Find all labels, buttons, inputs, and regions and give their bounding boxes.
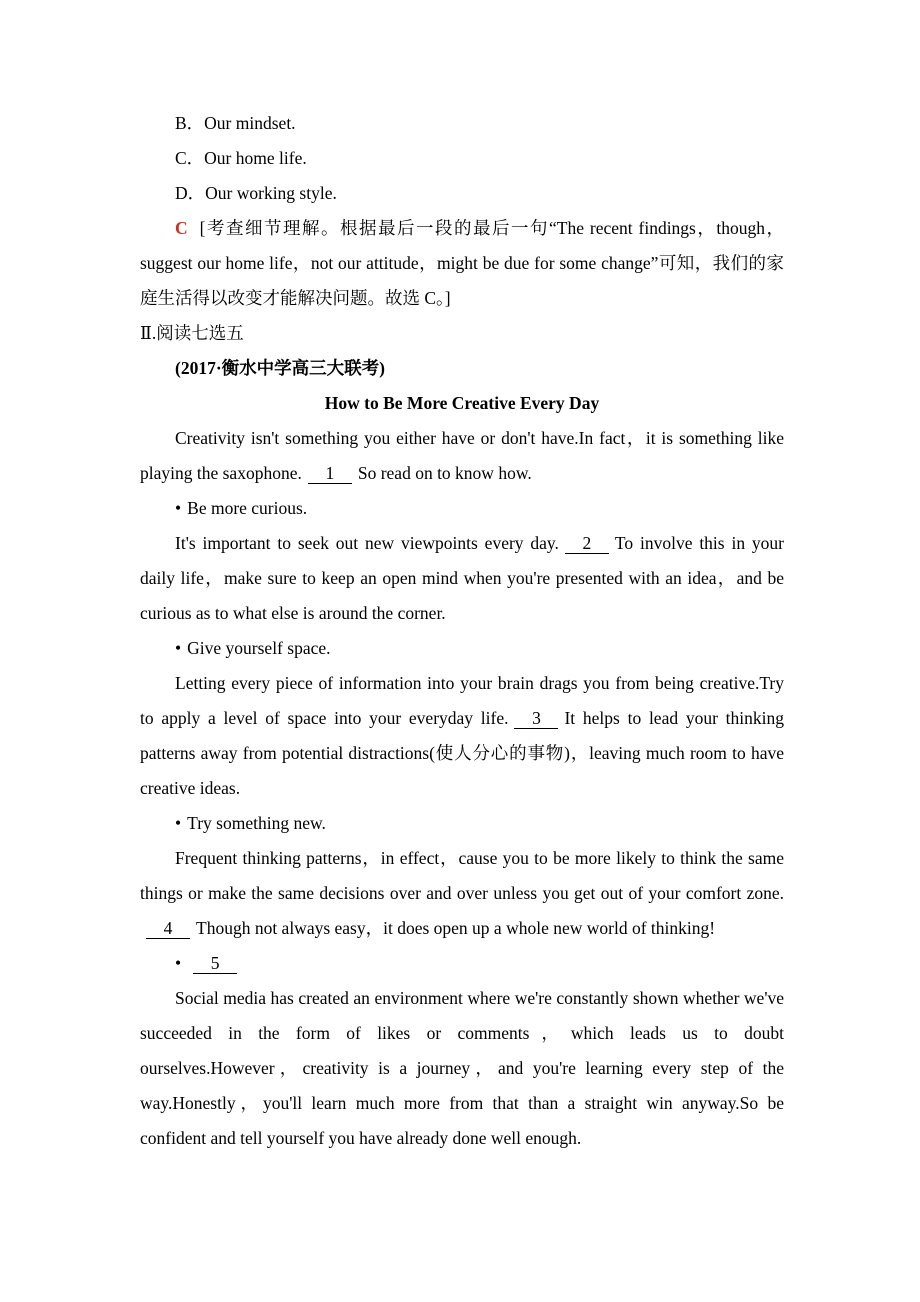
paragraph-text: It's important to seek out new viewpoints every day. bbox=[175, 533, 559, 553]
paragraph-text: So read on to know how. bbox=[357, 463, 532, 483]
paragraph-text: It helps to lead your thinking patterns away from potential distractions(使人分心的事物)，leaving much room to have creative ideas. bbox=[140, 708, 784, 798]
paragraph-text: Though not always easy，it does open up a whole new world of thinking! bbox=[196, 918, 716, 938]
paragraph-social-media: Social media has created an environment where we're constantly shown whether we've succeeded in the form of likes or comments，which leads us to doubt ourselves.However，creativity is a journey，and you're learning every step of the way.Honestly，you'll learn much more from that than a straight win anyway.So be confident and tell yourself you have already done well enough. bbox=[140, 988, 784, 1148]
paragraph-text: Letting every piece of information into your brain drags you from being creative.Try to apply a level of space into your everyday life. bbox=[140, 673, 784, 728]
paragraph-text: Creativity isn't something you either have or don't have.In fact，it is something like playing the saxophone. bbox=[140, 428, 784, 483]
blank-number: 1 bbox=[325, 463, 335, 483]
paragraph-curious bbox=[140, 526, 784, 631]
bullet-heading-space bbox=[140, 631, 784, 666]
paragraph-text: To involve this in your daily life，make sure to keep an open mind when you're presented with an idea，and be curious as to what else is around the corner. bbox=[140, 533, 784, 623]
bullet-icon: • bbox=[175, 813, 182, 833]
blank-number: 2 bbox=[582, 533, 592, 553]
blank-5 bbox=[193, 950, 237, 974]
bullet-heading-new bbox=[140, 806, 784, 841]
section-heading: Ⅱ.阅读七选五 bbox=[140, 323, 244, 343]
bullet-icon: • bbox=[175, 498, 182, 518]
exam-source: (2017·衡水中学高三大联考) bbox=[175, 358, 385, 378]
blank-number: 5 bbox=[210, 953, 220, 973]
blank-1 bbox=[308, 460, 352, 484]
paragraph-space bbox=[140, 666, 784, 806]
blank-2 bbox=[565, 530, 609, 554]
passage-title: How to Be More Creative Every Day bbox=[324, 393, 600, 413]
answer-explanation-text: [考查细节理解。根据最后一段的最后一句“The recent findings，though，suggest our home life，not our attitude，might be due for some change”可知，我们的家庭生活得以改变才能解决问题。故选 C。] bbox=[140, 218, 784, 308]
bullet-icon: • bbox=[175, 638, 182, 658]
bullet-heading-curious bbox=[140, 491, 784, 526]
bullet-heading-blank bbox=[140, 946, 784, 981]
paragraph-intro bbox=[140, 421, 784, 491]
paragraph-new bbox=[140, 841, 784, 946]
bullet-heading-text: Give yourself space. bbox=[187, 638, 331, 658]
blank-number: 4 bbox=[163, 918, 173, 938]
blank-number: 3 bbox=[532, 708, 541, 728]
option-b: B．Our mindset. bbox=[175, 113, 296, 133]
option-d: D．Our working style. bbox=[175, 183, 337, 203]
bullet-icon: • bbox=[175, 953, 182, 973]
answer-explanation bbox=[140, 211, 784, 316]
paragraph-text: Frequent thinking patterns，in effect，cause you to be more likely to think the same things or make the same decisions over and over unless you get out of your comfort zone. bbox=[140, 848, 784, 903]
answer-letter: C bbox=[175, 218, 188, 238]
bullet-heading-text: Try something new. bbox=[187, 813, 326, 833]
bullet-heading-text: Be more curious. bbox=[187, 498, 308, 518]
blank-4 bbox=[146, 915, 190, 939]
option-c: C．Our home life. bbox=[175, 148, 307, 168]
blank-3 bbox=[514, 705, 558, 729]
